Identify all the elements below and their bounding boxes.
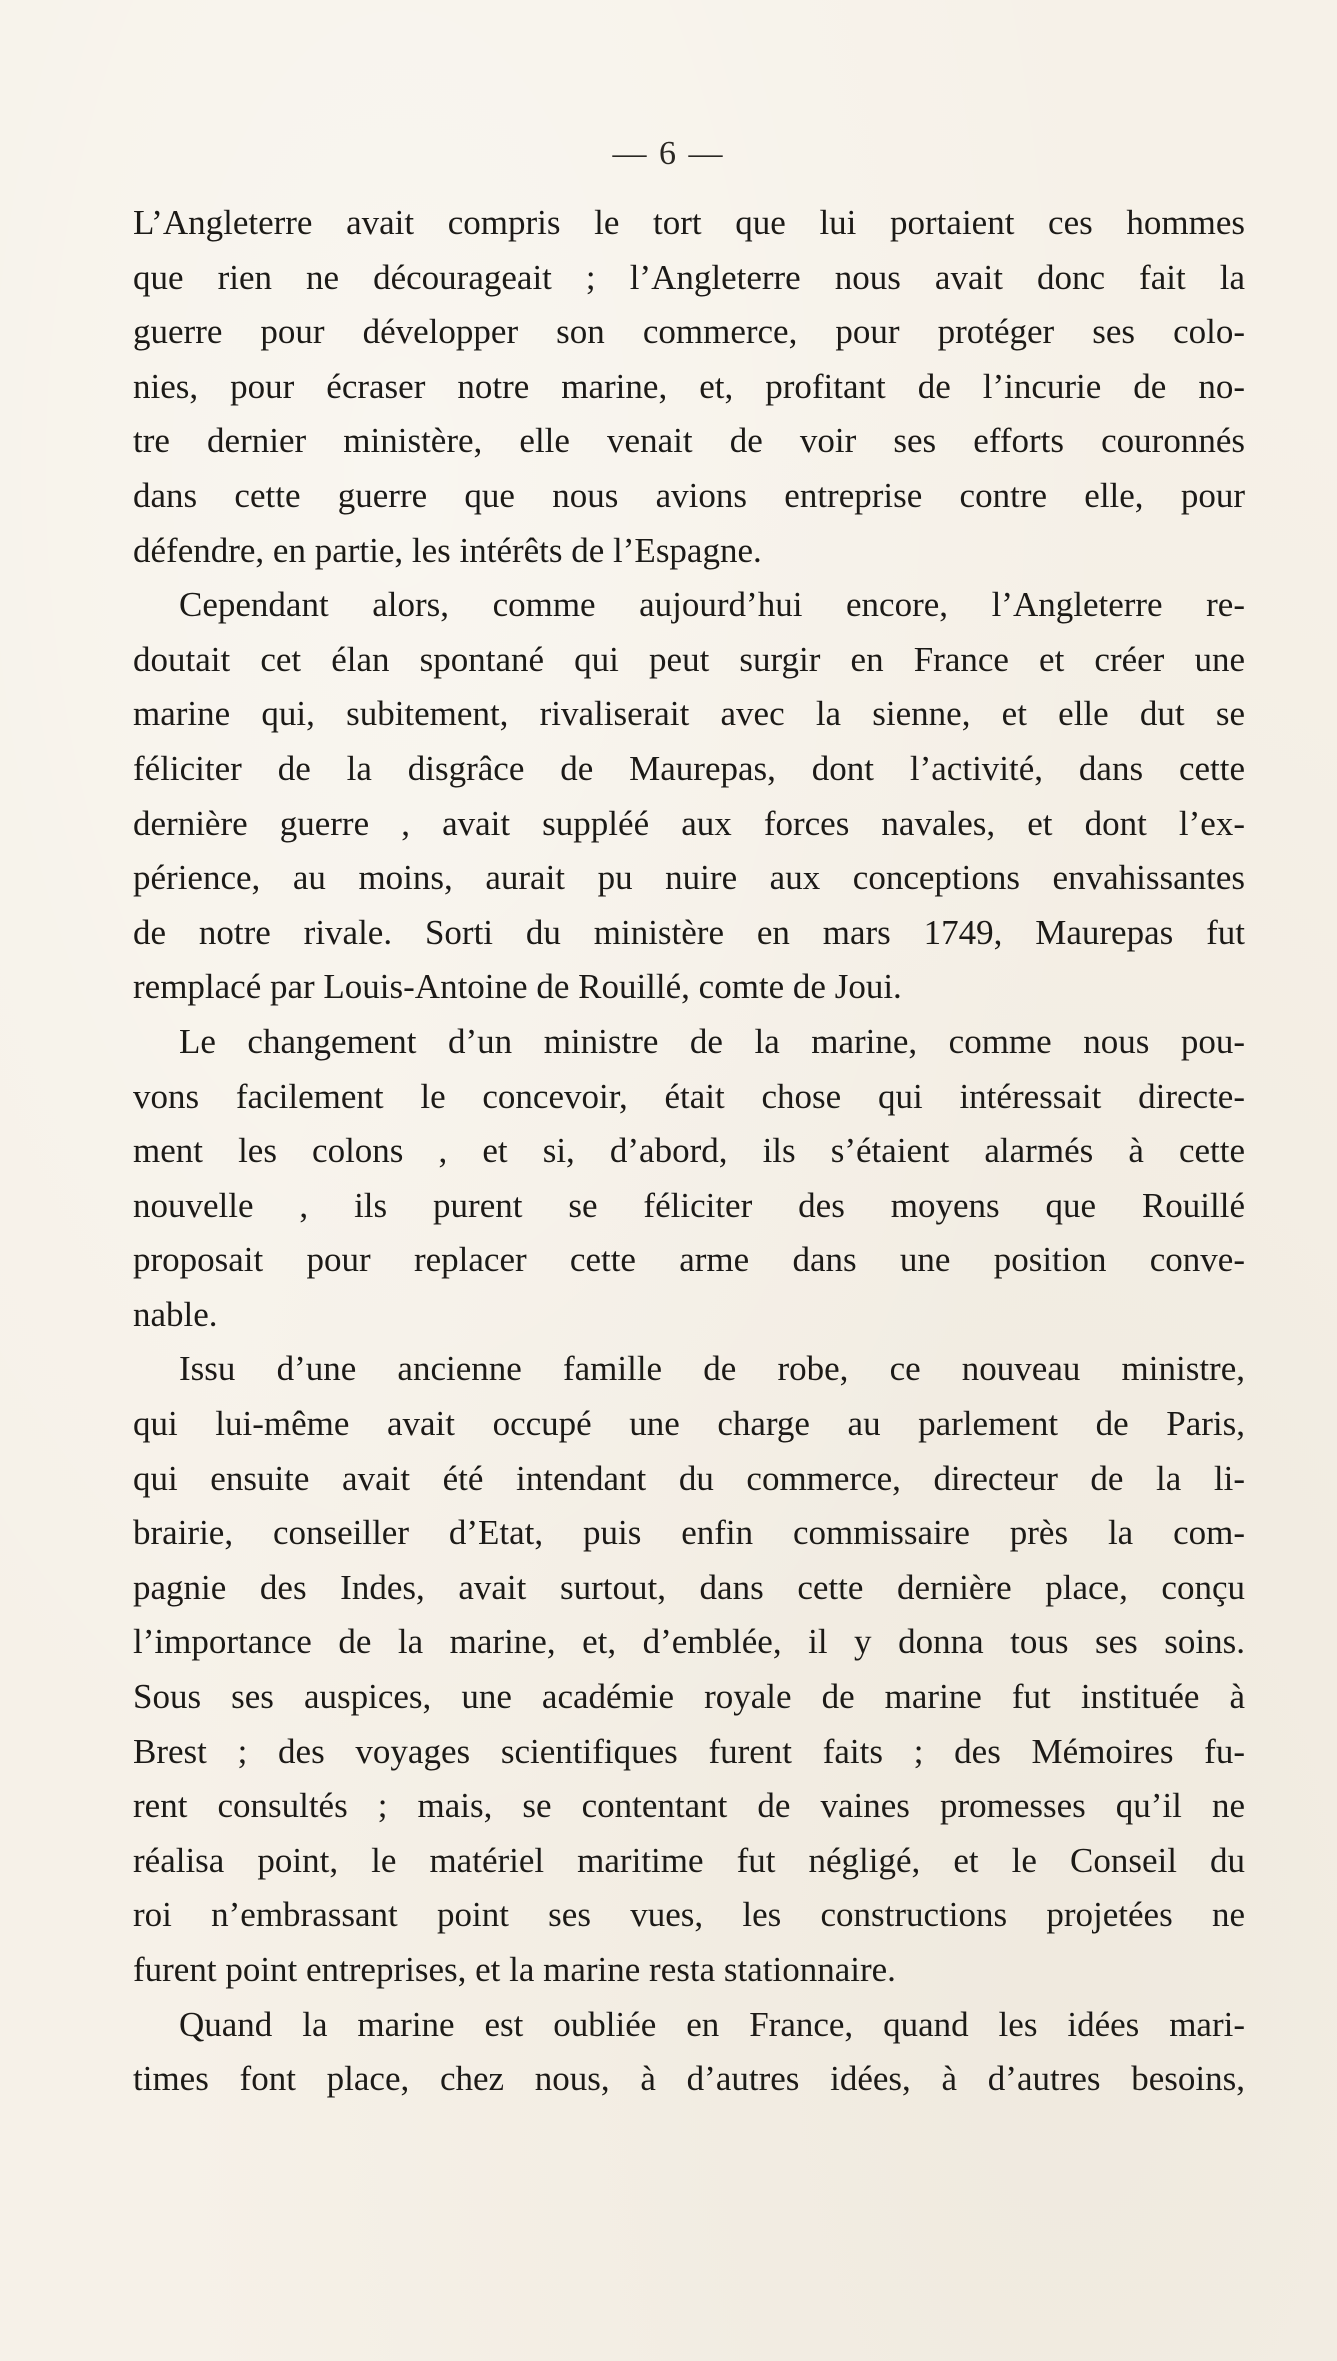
text-line: remplacé par Louis-Antoine de Rouillé, comte de Joui.: [133, 967, 902, 1007]
text-line: qui ensuite avait été intendant du commerce, directeur de la li-: [133, 1458, 1245, 1498]
text-line: furent point entreprises, et la marine resta stationnaire.: [133, 1950, 896, 1989]
text-line: rent consultés ; mais, se contentant de vaines promesses qu’il ne: [133, 1786, 1245, 1826]
text-line: times font place, chez nous, à d’autres idées, à d’autres besoins,: [133, 2059, 1245, 2099]
text-line: l’importance de la marine, et, d’emblée, il y donna tous ses soins.: [133, 1622, 1245, 1662]
text-line: Sous ses auspices, une académie royale de marine fut instituée à: [133, 1677, 1245, 1717]
text-line: nies, pour écraser notre marine, et, profitant de l’incurie de no-: [133, 366, 1245, 406]
text-line: dernière guerre , avait suppléé aux forces navales, et dont l’ex-: [133, 803, 1245, 843]
text-line: tre dernier ministère, elle venait de voir ses efforts couronnés: [133, 421, 1245, 461]
text-line: doutait cet élan spontané qui peut surgir en France et créer une: [133, 639, 1245, 679]
text-line: guerre pour développer son commerce, pour protéger ses colo-: [133, 312, 1245, 352]
text-line: que rien ne décourageait ; l’Angleterre nous avait donc fait la: [133, 257, 1245, 297]
paragraph-first-line: Cependant alors, comme aujourd’hui encore, l’Angleterre re-: [179, 585, 1245, 625]
body-text: [133, 196, 1245, 2107]
text-line: qui lui-même avait occupé une charge au parlement de Paris,: [133, 1404, 1245, 1444]
text-line: brairie, conseiller d’Etat, puis enfin commissaire près la com-: [133, 1513, 1245, 1553]
text-line: nouvelle , ils purent se féliciter des moyens que Rouillé: [133, 1185, 1245, 1225]
text-line: ment les colons , et si, d’abord, ils s’étaient alarmés à cette: [133, 1131, 1245, 1171]
page-number: — 6 —: [612, 135, 725, 172]
text-line: féliciter de la disgrâce de Maurepas, dont l’activité, dans cette: [133, 748, 1245, 788]
text-line: L’Angleterre avait compris le tort que lui portaient ces hommes: [133, 203, 1245, 242]
text-line: vons facilement le concevoir, était chose qui intéressait directe-: [133, 1076, 1245, 1116]
text-line: Brest ; des voyages scientifiques furent faits ; des Mémoires fu-: [133, 1731, 1245, 1771]
paragraph-first-line: Quand la marine est oubliée en France, quand les idées mari-: [179, 2004, 1245, 2044]
paragraph-first-line: Issu d’une ancienne famille de robe, ce nouveau ministre,: [179, 1349, 1245, 1389]
text-line: défendre, en partie, les intérêts de l’Espagne.: [133, 530, 762, 570]
text-line: périence, au moins, aurait pu nuire aux conceptions envahissantes: [133, 858, 1245, 898]
text-line: dans cette guerre que nous avions entreprise contre elle, pour: [133, 475, 1245, 515]
text-line: pagnie des Indes, avait surtout, dans cette dernière place, conçu: [133, 1567, 1245, 1607]
text-line: proposait pour replacer cette arme dans une position conve-: [133, 1240, 1245, 1280]
text-line: nable.: [133, 1294, 218, 1334]
text-line: de notre rivale. Sorti du ministère en mars 1749, Maurepas fut: [133, 912, 1245, 952]
text-line: réalisa point, le matériel maritime fut négligé, et le Conseil du: [133, 1840, 1245, 1880]
text-line: marine qui, subitement, rivaliserait avec la sienne, et elle dut se: [133, 694, 1245, 734]
text-line: roi n’embrassant point ses vues, les constructions projetées ne: [133, 1895, 1245, 1935]
paragraph-first-line: Le changement d’un ministre de la marine, comme nous pou-: [179, 1021, 1245, 1061]
